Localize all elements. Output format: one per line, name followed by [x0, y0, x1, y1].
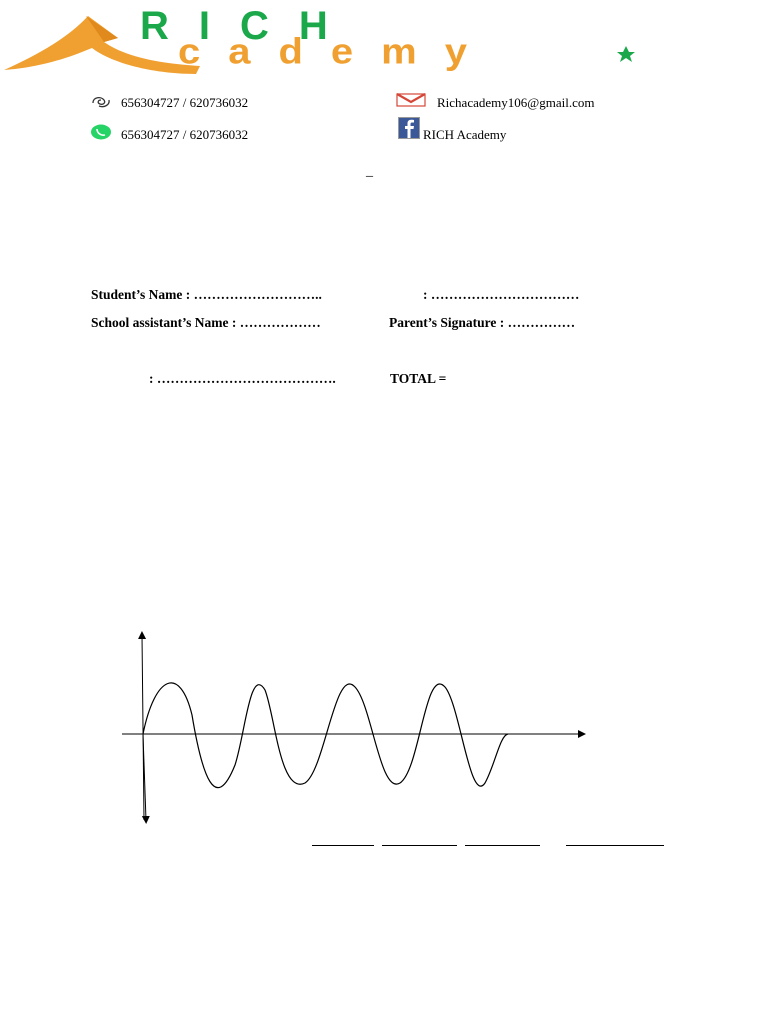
gmail-icon: [396, 93, 426, 107]
y-axis: [142, 635, 144, 820]
sine-wave-figure: [110, 625, 600, 825]
email-text: Richacademy106@gmail.com: [437, 95, 595, 110]
whatsapp-icon: [90, 124, 112, 140]
sine-wave: [143, 683, 508, 788]
phone-icon: [90, 94, 112, 110]
school-assistant-field: School assistant’s Name : ………………: [91, 315, 321, 330]
separator-mark: _: [366, 164, 373, 179]
answer-blank-4: [566, 845, 664, 846]
logo-text-cademy: cademy: [178, 32, 495, 72]
answer-blank-3: [465, 845, 540, 846]
phone-text: 656304727 / 620736032: [121, 95, 249, 110]
logo-text-rich: RICH: [140, 4, 358, 48]
parent-signature-field: Parent’s Signature : ……………: [389, 315, 576, 330]
bottom-field: : ………………………………….: [149, 371, 336, 386]
total-field: TOTAL =: [390, 371, 447, 386]
answer-blank-1: [312, 845, 374, 846]
whatsapp-text: 656304727 / 620736032: [121, 127, 249, 142]
answer-blank-2: [382, 845, 457, 846]
right-field-1: : ……………………………: [423, 287, 580, 302]
facebook-text: RICH Academy: [423, 127, 507, 142]
student-name-field: Student’s Name : ………………………..: [91, 287, 322, 302]
facebook-icon: [398, 117, 420, 139]
